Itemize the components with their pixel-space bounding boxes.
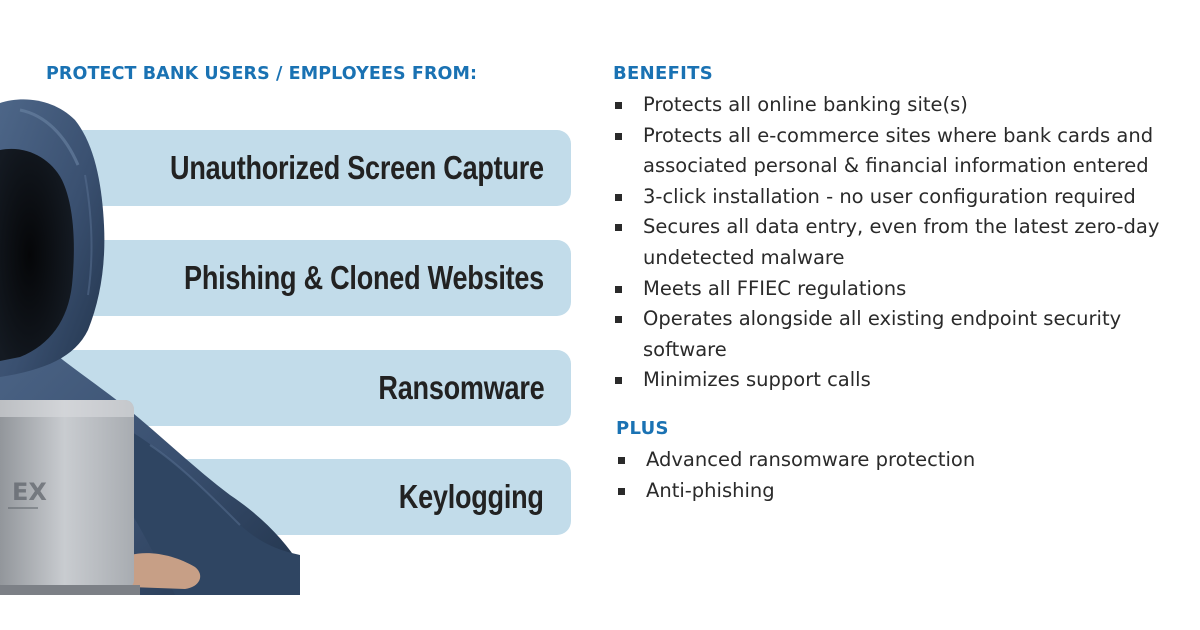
square-bullet-icon — [615, 133, 622, 140]
benefit-item: Secures all data entry, even from the latest zero-day undetected malware — [613, 212, 1173, 273]
protect-heading: PROTECT BANK USERS / EMPLOYEES FROM: — [46, 64, 478, 84]
laptop-logo-text: EX — [12, 478, 47, 506]
benefit-item: Protects all e-commerce sites where bank cards and associated personal & financial information entered — [613, 121, 1173, 182]
benefit-item: 3-click installation - no user configuration required — [613, 182, 1173, 213]
plus-heading: PLUS — [616, 417, 669, 439]
plus-item: Advanced ransomware protection — [613, 445, 1173, 476]
square-bullet-icon — [615, 286, 622, 293]
square-bullet-icon — [615, 316, 622, 323]
threat-label: Ransomware — [378, 369, 544, 406]
hooded-hacker-image — [0, 95, 310, 595]
benefit-item: Minimizes support calls — [613, 365, 1173, 396]
plus-item: Anti-phishing — [613, 476, 1173, 507]
benefits-heading: BENEFITS — [613, 63, 714, 84]
benefits-list — [613, 90, 1173, 396]
benefit-item: Meets all FFIEC regulations — [613, 274, 1173, 305]
threat-label: Keylogging — [399, 478, 544, 515]
square-bullet-icon — [615, 194, 622, 201]
square-bullet-icon — [618, 488, 625, 495]
square-bullet-icon — [615, 377, 622, 384]
square-bullet-icon — [615, 102, 622, 109]
square-bullet-icon — [615, 224, 622, 231]
benefit-item: Operates alongside all existing endpoint security software — [613, 304, 1173, 365]
benefit-item: Protects all online banking site(s) — [613, 90, 1173, 121]
plus-list — [613, 445, 1173, 506]
threat-label: Phishing & Cloned Websites — [184, 259, 544, 296]
benefits-column — [613, 63, 1173, 506]
square-bullet-icon — [618, 457, 625, 464]
threat-label: Unauthorized Screen Capture — [170, 149, 544, 186]
